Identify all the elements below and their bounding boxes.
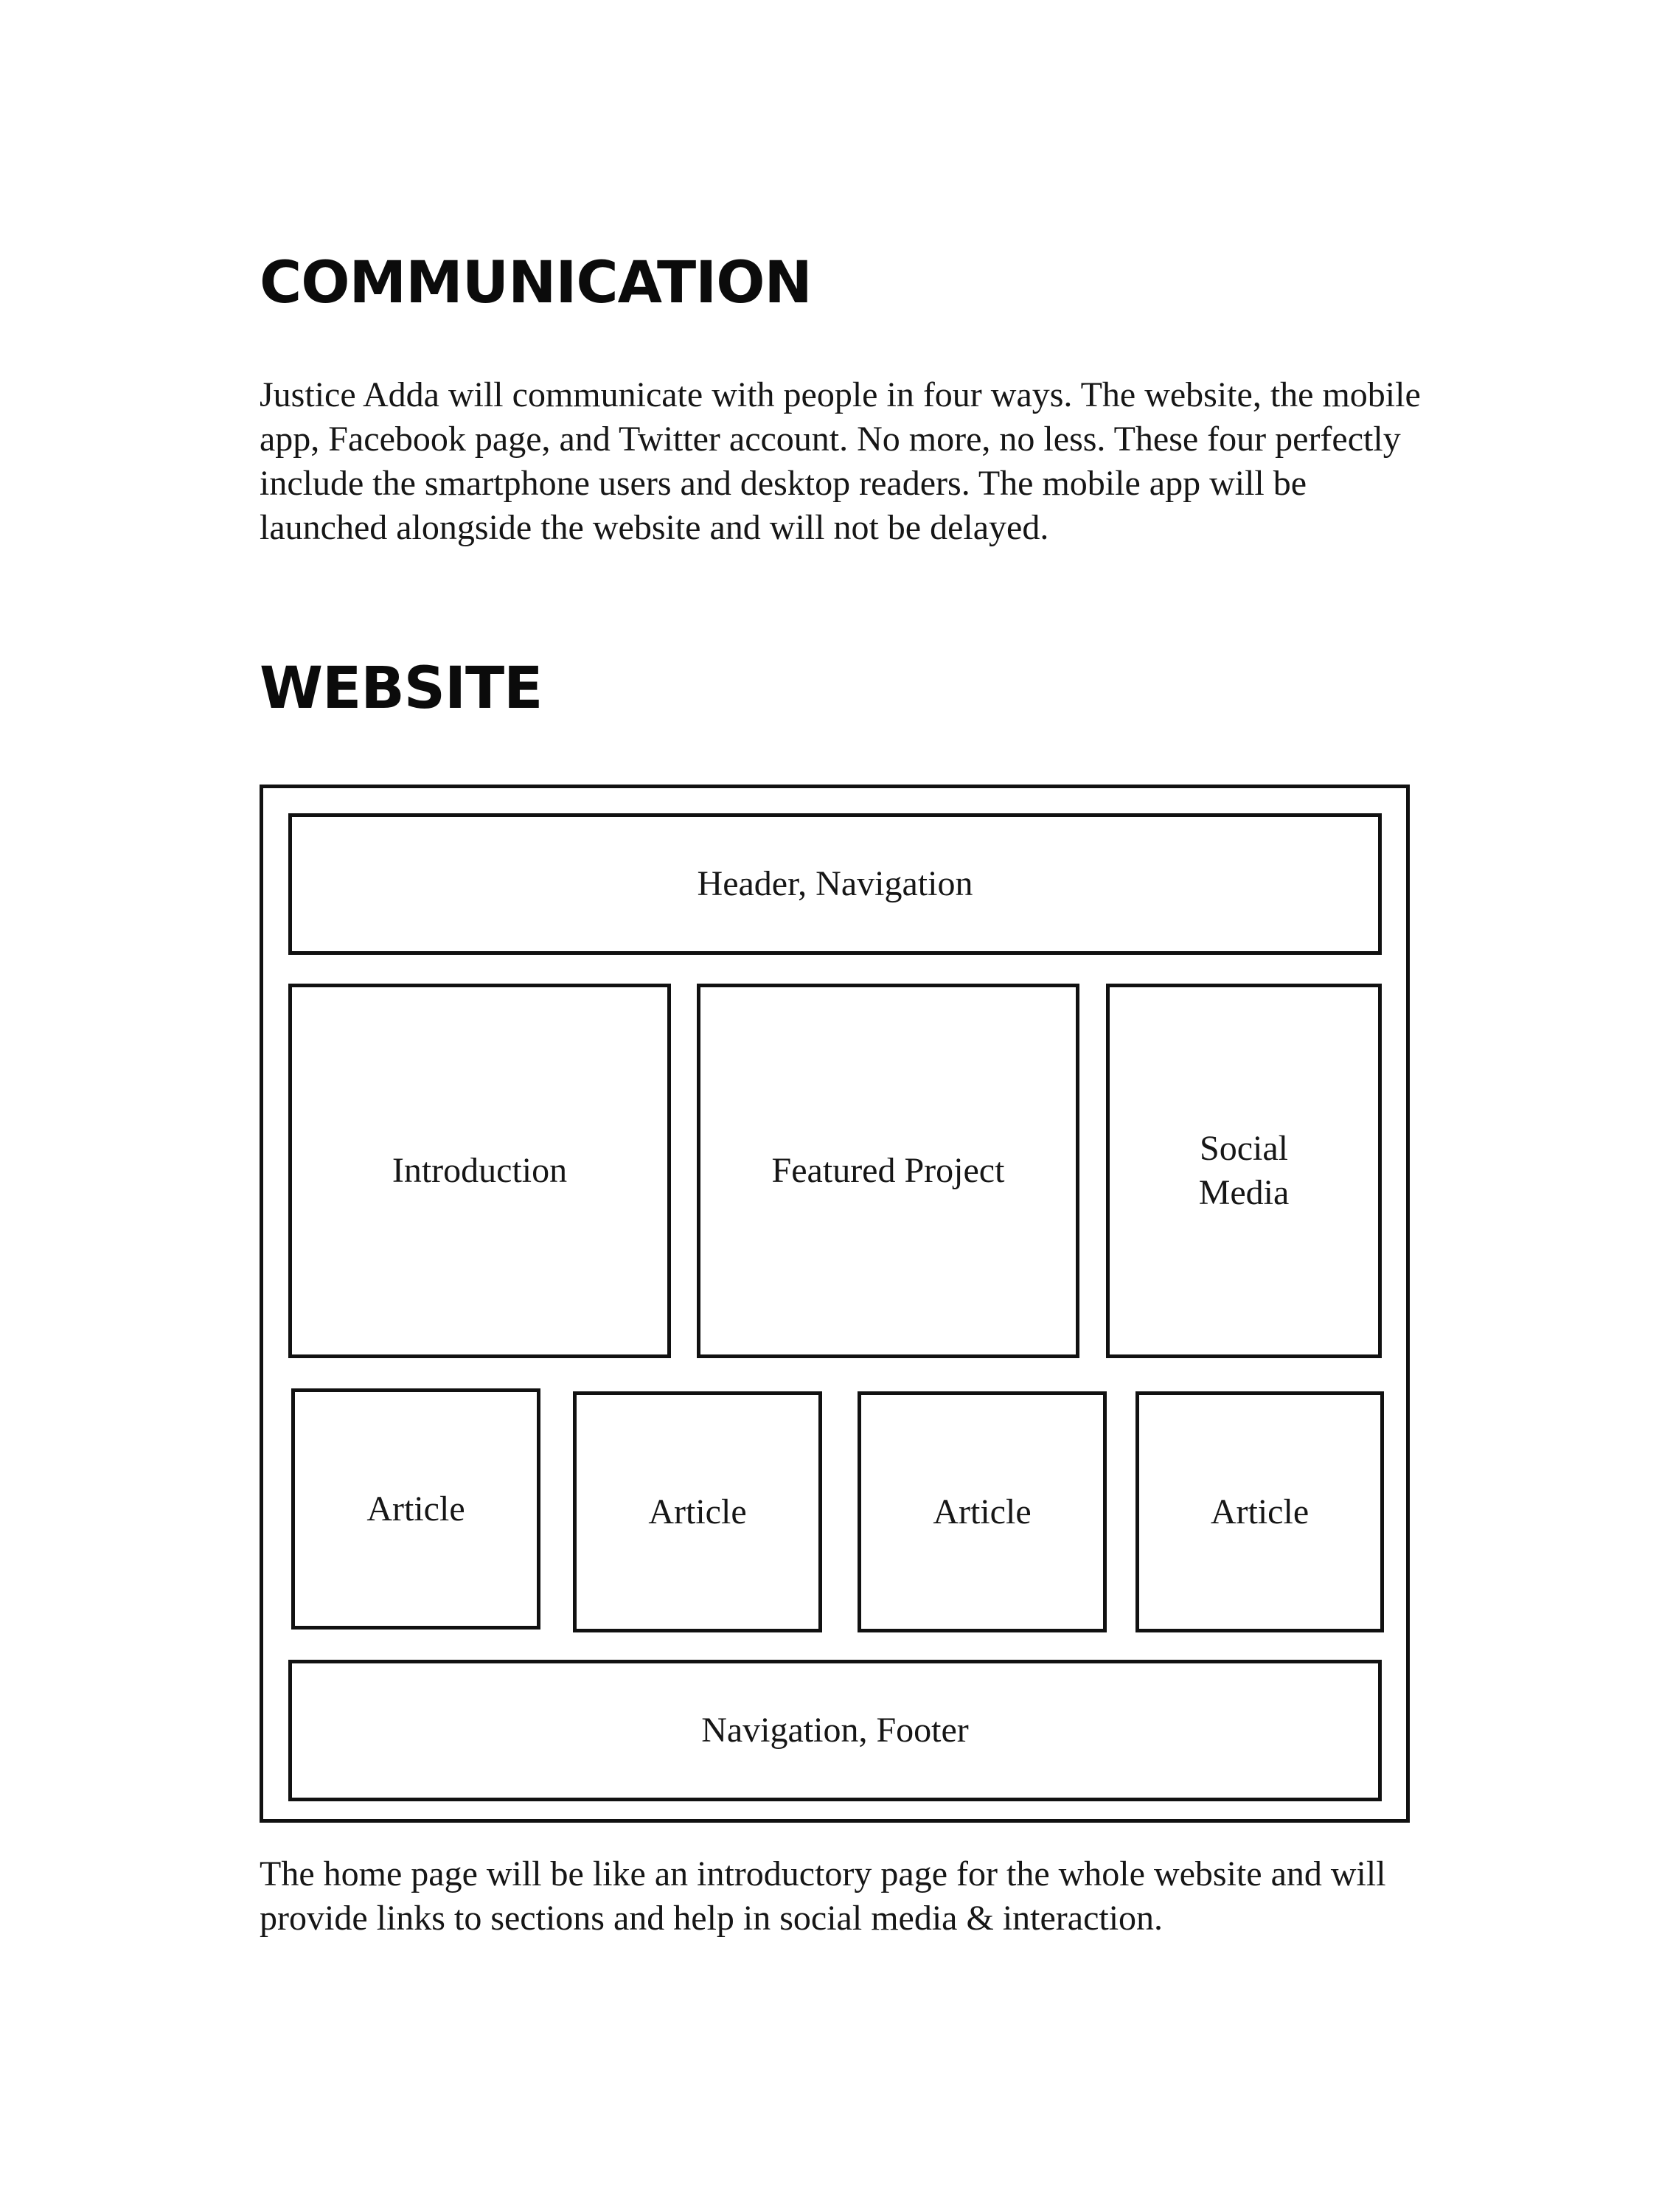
wireframe-social-media-box: Social Media (1106, 984, 1382, 1358)
wireframe-article-box: Article (291, 1388, 540, 1630)
wireframe-article-box: Article (858, 1391, 1107, 1632)
website-heading: WEBSITE (260, 655, 543, 722)
website-caption-paragraph: The home page will be like an introductory page for the whole website and will provide links to sections and help in social media & interaction. (260, 1854, 1386, 1938)
communication-paragraph: Justice Adda will communicate with people in four ways. The website, the mobile app, Facebook page, and Twitter account. No more, no less. These four perfectly include the smartphone users and desktop readers. The mobile app will be launched alongside the website and will not be delayed. (260, 375, 1421, 547)
wireframe-footer-box: Navigation, Footer (288, 1660, 1382, 1801)
wireframe-introduction-box: Introduction (288, 984, 671, 1358)
wireframe-featured-project-box: Featured Project (697, 984, 1079, 1358)
wireframe-article-box: Article (1135, 1391, 1384, 1632)
wireframe-header-box: Header, Navigation (288, 813, 1382, 955)
communication-heading: COMMUNICATION (260, 250, 812, 316)
website-wireframe (260, 785, 1410, 1823)
wireframe-article-box: Article (573, 1391, 822, 1632)
